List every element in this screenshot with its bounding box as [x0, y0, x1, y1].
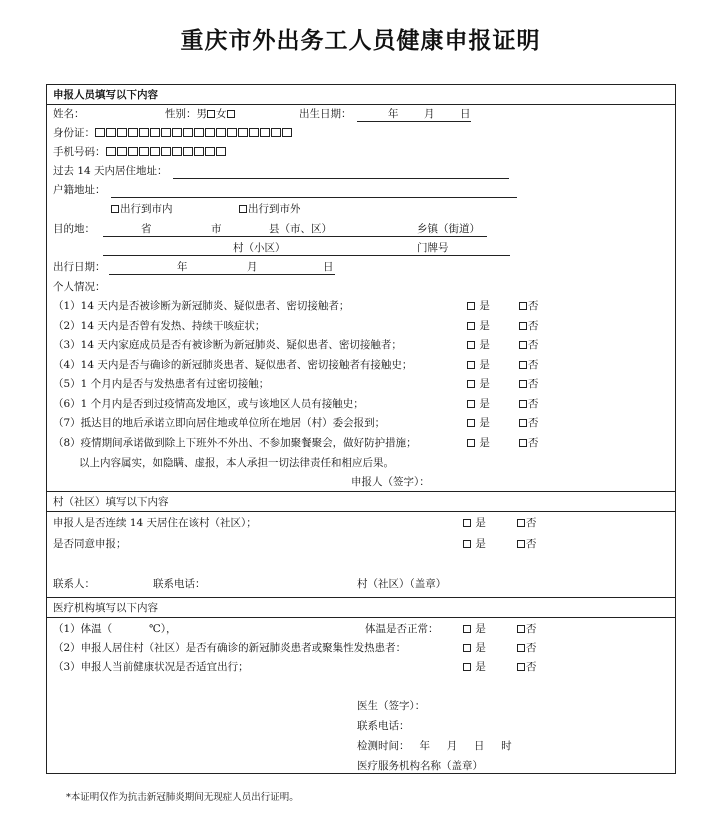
- travel-in-city-option[interactable]: 出行到市内: [111, 202, 173, 216]
- id-digit-box[interactable]: [150, 128, 160, 137]
- birth-date-line[interactable]: [357, 121, 471, 122]
- dest-label: 目的地：: [53, 223, 95, 235]
- section3-header: 医疗机构填写以下内容: [53, 602, 158, 614]
- medical-q3-yes[interactable]: 是: [463, 660, 486, 674]
- health-question-yes[interactable]: 是: [467, 299, 490, 313]
- health-question: （3）14 天内家庭成员是否有被诊断为新冠肺炎、疑似患者、密切接触者；: [53, 339, 402, 351]
- health-question: （7）抵达目的地后承诺立即向居住地或单位所在地居（村）委会报到；: [53, 417, 386, 429]
- yes-checkbox[interactable]: [463, 625, 471, 633]
- village-q1: 申报人是否连续 14 天居住在该村（社区）；: [53, 517, 257, 529]
- temp-no[interactable]: 否: [517, 622, 537, 636]
- page-title: 重庆市外出务工人员健康申报证明: [180, 27, 541, 54]
- id-digit-box[interactable]: [271, 128, 281, 137]
- village-seal: 村（社区）（盖章）: [357, 578, 447, 590]
- travel-out-city-checkbox[interactable]: [239, 205, 247, 213]
- gender-field[interactable]: [165, 107, 236, 121]
- health-question: （2）14 天内是否曾有发热、持续干咳症状；: [53, 320, 266, 332]
- no-checkbox[interactable]: [519, 419, 527, 427]
- form-frame: [46, 84, 676, 774]
- health-question-no[interactable]: 否: [519, 377, 539, 391]
- health-question-yes[interactable]: 是: [467, 436, 490, 450]
- doctor-signature[interactable]: 医生（签字）：: [357, 700, 426, 712]
- id-digit-box[interactable]: [282, 128, 292, 137]
- divider: [47, 491, 675, 492]
- section2-header: 村（社区）填写以下内容: [53, 496, 169, 508]
- name-label: 姓名：: [53, 108, 85, 120]
- yes-checkbox[interactable]: [467, 439, 475, 447]
- no-checkbox[interactable]: [519, 361, 527, 369]
- medical-q3: （3）申报人当前健康状况是否适宜出行；: [53, 661, 249, 673]
- health-question-yes[interactable]: 是: [467, 338, 490, 352]
- gender-label: 性别：: [165, 108, 197, 120]
- village-q1-no[interactable]: 否: [517, 516, 537, 530]
- health-question-yes[interactable]: 是: [467, 416, 490, 430]
- dest-line-2[interactable]: [103, 255, 510, 256]
- id-digit-box[interactable]: [106, 128, 116, 137]
- health-question: （8）疫情期间承诺做到除上下班外不外出、不参加聚餐聚会，做好防护措施；: [53, 437, 417, 449]
- health-question-no[interactable]: 否: [519, 299, 539, 313]
- id-digit-box[interactable]: [216, 128, 226, 137]
- phone-digit-box[interactable]: [172, 147, 182, 156]
- phone-digit-box[interactable]: [194, 147, 204, 156]
- dest-town: 乡镇（街道）: [417, 223, 480, 235]
- temp-normal-label: 体温是否正常：: [365, 623, 439, 635]
- contact-label: 联系人：: [53, 578, 95, 590]
- health-question-yes[interactable]: 是: [467, 358, 490, 372]
- yes-checkbox[interactable]: [467, 419, 475, 427]
- id-digit-box[interactable]: [249, 128, 259, 137]
- yes-checkbox[interactable]: [467, 400, 475, 408]
- phone-digit-box[interactable]: [106, 147, 116, 156]
- divider: [47, 104, 675, 105]
- gender-female: 女: [216, 108, 227, 120]
- huji-line[interactable]: [111, 197, 517, 198]
- contact-phone-label: 联系电话：: [153, 578, 206, 590]
- id-digit-box[interactable]: [172, 128, 182, 137]
- village-q2: 是否同意申报；: [53, 538, 127, 550]
- travel-date-label: 出行日期：: [53, 261, 106, 273]
- health-question-no[interactable]: 否: [519, 397, 539, 411]
- gender-male: 男: [196, 108, 207, 120]
- yes-checkbox[interactable]: [467, 302, 475, 310]
- health-question: （4）14 天内是否与确诊的新冠肺炎患者、疑似患者、密切接触者有接触史；: [53, 359, 413, 371]
- no-checkbox[interactable]: [519, 400, 527, 408]
- id-digit-box[interactable]: [194, 128, 204, 137]
- no-checkbox[interactable]: [517, 644, 525, 652]
- travel-date-line[interactable]: [109, 274, 335, 275]
- phone-field[interactable]: [53, 145, 227, 159]
- health-question-yes[interactable]: 是: [467, 319, 490, 333]
- id-digit-box[interactable]: [139, 128, 149, 137]
- id-digit-box[interactable]: [161, 128, 171, 137]
- divider: [47, 617, 675, 618]
- yes-checkbox[interactable]: [463, 663, 471, 671]
- personal-label: 个人情况：: [53, 281, 106, 293]
- section1-header: 申报人员填写以下内容: [53, 89, 158, 101]
- pledge-text: 以上内容属实，如隐瞒、虚报，本人承担一切法律责任和相应后果。: [79, 457, 394, 469]
- id-digit-box[interactable]: [183, 128, 193, 137]
- village-q1-yes[interactable]: 是: [463, 516, 486, 530]
- no-checkbox[interactable]: [519, 439, 527, 447]
- phone-digit-box[interactable]: [183, 147, 193, 156]
- applicant-signature[interactable]: 申报人（签字）：: [351, 476, 430, 488]
- no-checkbox[interactable]: [517, 540, 525, 548]
- footnote: *本证明仅作为抗击新冠肺炎期间无现症人员出行证明。: [66, 792, 299, 803]
- health-question-yes[interactable]: 是: [467, 377, 490, 391]
- health-question: （6）1 个月内是否到过疫情高发地区，或与该地区人员有接触史；: [53, 398, 364, 410]
- phone-label: 手机号码：: [53, 146, 106, 158]
- no-checkbox[interactable]: [519, 302, 527, 310]
- id-digit-box[interactable]: [205, 128, 215, 137]
- phone-digit-box[interactable]: [128, 147, 138, 156]
- health-question: （1）14 天内是否被诊断为新冠肺炎、疑似患者、密切接触者；: [53, 300, 350, 312]
- village-q2-no[interactable]: 否: [517, 537, 537, 551]
- medical-q2: （2）申报人居住村（社区）是否有确诊的新冠肺炎患者或聚集性发热患者：: [53, 642, 407, 654]
- yes-checkbox[interactable]: [467, 322, 475, 330]
- dest-city: 市: [211, 223, 222, 235]
- residence-label: 过去 14 天内居住地址：: [53, 165, 168, 177]
- no-checkbox[interactable]: [519, 380, 527, 388]
- travel-in-city-checkbox[interactable]: [111, 205, 119, 213]
- female-checkbox[interactable]: [227, 110, 235, 118]
- phone-digit-box[interactable]: [205, 147, 215, 156]
- no-checkbox[interactable]: [519, 341, 527, 349]
- temp-yes[interactable]: 是: [463, 622, 486, 636]
- id-digit-box[interactable]: [95, 128, 105, 137]
- dest-village: 村（小区）: [233, 242, 286, 254]
- id-digit-box[interactable]: [117, 128, 127, 137]
- medical-q2-no[interactable]: 否: [517, 641, 537, 655]
- divider: [47, 597, 675, 598]
- medical-q2-yes[interactable]: 是: [463, 641, 486, 655]
- health-question-no[interactable]: 否: [519, 338, 539, 352]
- id-number-boxes[interactable]: [95, 127, 293, 139]
- yes-checkbox[interactable]: [463, 519, 471, 527]
- birth-label: 出生日期：: [299, 108, 352, 120]
- travel-month: 月: [247, 261, 258, 273]
- no-checkbox[interactable]: [517, 625, 525, 633]
- health-question-no[interactable]: 否: [519, 358, 539, 372]
- travel-out-city-option[interactable]: 出行到市外: [239, 202, 301, 216]
- no-checkbox[interactable]: [519, 322, 527, 330]
- yes-checkbox[interactable]: [463, 540, 471, 548]
- phone-digit-box[interactable]: [139, 147, 149, 156]
- health-question-no[interactable]: 否: [519, 416, 539, 430]
- id-field[interactable]: [53, 126, 293, 140]
- yes-checkbox[interactable]: [467, 361, 475, 369]
- male-checkbox[interactable]: [207, 110, 215, 118]
- residence-line[interactable]: [173, 178, 509, 179]
- dest-house-number: 门牌号: [417, 242, 449, 254]
- yes-checkbox[interactable]: [463, 644, 471, 652]
- phone-digit-box[interactable]: [216, 147, 226, 156]
- temp-unit: ℃），: [149, 623, 177, 635]
- travel-year: 年: [177, 261, 188, 273]
- no-checkbox[interactable]: [517, 663, 525, 671]
- dest-province: 省: [141, 223, 152, 235]
- test-time-label: 检测时间：: [357, 740, 410, 752]
- dest-line-1[interactable]: [103, 236, 487, 237]
- dest-county: 县（市、区）: [269, 223, 332, 235]
- no-checkbox[interactable]: [517, 519, 525, 527]
- test-time-field: 检测时间： 年 月 日 时: [357, 740, 512, 752]
- birth-month: 月: [424, 108, 435, 120]
- travel-day: 日: [323, 261, 334, 273]
- health-question: （5）1 个月内是否与发热患者有过密切接触；: [53, 378, 270, 390]
- health-question-no[interactable]: 否: [519, 319, 539, 333]
- id-digit-box[interactable]: [260, 128, 270, 137]
- yes-checkbox[interactable]: [467, 341, 475, 349]
- id-label: 身份证：: [53, 127, 95, 139]
- medical-org-seal: 医疗服务机构名称（盖章）: [357, 760, 483, 772]
- temp-prefix: （1）体温（: [53, 623, 113, 635]
- village-q2-yes[interactable]: 是: [463, 537, 486, 551]
- birth-year: 年: [388, 108, 399, 120]
- id-digit-box[interactable]: [128, 128, 138, 137]
- phone-digit-box[interactable]: [150, 147, 160, 156]
- huji-label: 户籍地址：: [53, 184, 106, 196]
- phone-digit-box[interactable]: [117, 147, 127, 156]
- yes-checkbox[interactable]: [467, 380, 475, 388]
- medical-q3-no[interactable]: 否: [517, 660, 537, 674]
- id-digit-box[interactable]: [227, 128, 237, 137]
- divider: [47, 511, 675, 512]
- medical-phone-label: 联系电话：: [357, 720, 410, 732]
- id-digit-box[interactable]: [238, 128, 248, 137]
- phone-digit-box[interactable]: [161, 147, 171, 156]
- phone-number-boxes[interactable]: [106, 146, 227, 158]
- health-question-no[interactable]: 否: [519, 436, 539, 450]
- health-question-yes[interactable]: 是: [467, 397, 490, 411]
- birth-day: 日: [460, 108, 471, 120]
